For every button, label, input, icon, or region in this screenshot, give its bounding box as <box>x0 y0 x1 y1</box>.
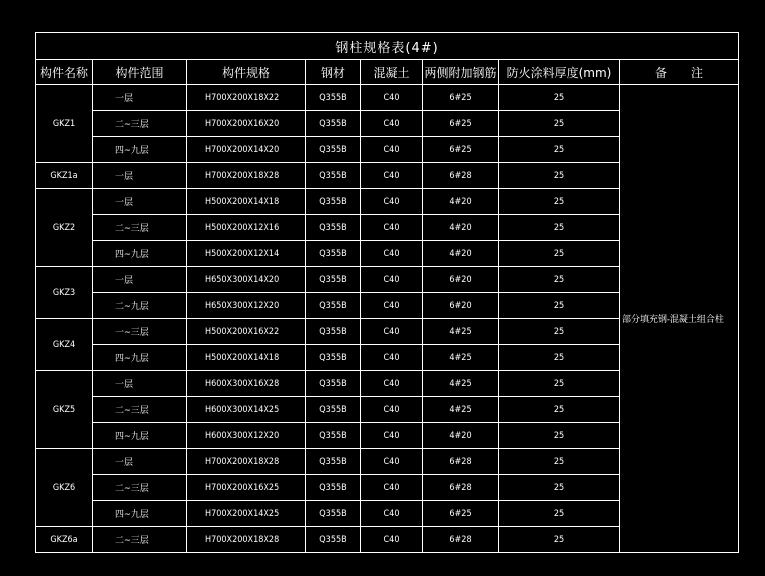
steel-cell <box>306 371 361 397</box>
concrete-cell <box>361 137 423 163</box>
steel-cell-text: Q355B <box>319 378 347 389</box>
fire-coating-cell <box>499 85 620 111</box>
fire-coating-cell-text: 25 <box>553 274 565 285</box>
member-name-cell <box>36 527 93 553</box>
rebar-cell <box>423 423 499 449</box>
member-spec-cell <box>187 111 306 137</box>
rebar-cell-text: 6#20 <box>449 274 472 285</box>
member-range-cell <box>93 293 187 319</box>
member-spec-cell-text: H600X300X16X28 <box>205 378 280 389</box>
member-name-cell <box>36 163 93 189</box>
fire-coating-cell <box>499 215 620 241</box>
fire-coating-cell <box>499 137 620 163</box>
fire-coating-cell <box>499 397 620 423</box>
member-name-cell <box>36 371 93 449</box>
header-concrete: 混凝土 <box>361 60 423 85</box>
member-range-cell <box>93 423 187 449</box>
steel-cell <box>306 137 361 163</box>
fire-coating-cell-text: 25 <box>553 456 565 467</box>
concrete-cell-text: C40 <box>383 378 400 389</box>
steel-cell <box>306 163 361 189</box>
rebar-cell-text: 4#25 <box>449 352 472 363</box>
member-range-cell <box>93 137 187 163</box>
fire-coating-cell-text: 25 <box>553 404 565 415</box>
member-spec-cell <box>187 137 306 163</box>
member-range-cell-text: 四~九层 <box>115 250 149 260</box>
steel-cell <box>306 449 361 475</box>
steel-cell-text: Q355B <box>319 508 347 519</box>
concrete-cell <box>361 527 423 553</box>
rebar-cell-text: 4#25 <box>449 378 472 389</box>
rebar-cell <box>423 475 499 501</box>
fire-coating-cell-text: 25 <box>553 534 565 545</box>
member-range-cell <box>93 163 187 189</box>
fire-coating-cell-text: 25 <box>553 248 565 259</box>
fire-coating-cell-text: 25 <box>553 118 565 129</box>
concrete-cell-text: C40 <box>383 92 400 103</box>
member-spec-cell <box>187 397 306 423</box>
rebar-cell-text: 6#28 <box>449 170 472 181</box>
rebar-cell <box>423 449 499 475</box>
concrete-cell-text: C40 <box>383 274 400 285</box>
member-range-cell <box>93 397 187 423</box>
member-range-cell-text: 一层 <box>115 94 134 104</box>
steel-cell <box>306 527 361 553</box>
member-name-cell-text: GKZ3 <box>52 287 76 298</box>
member-range-cell <box>93 449 187 475</box>
concrete-cell <box>361 397 423 423</box>
member-range-cell <box>93 319 187 345</box>
member-spec-cell-text: H700X200X18X28 <box>205 534 280 545</box>
fire-coating-cell-text: 25 <box>553 170 565 181</box>
member-spec-cell <box>187 527 306 553</box>
header-rebar: 两侧附加钢筋 <box>423 60 499 85</box>
fire-coating-cell-text: 25 <box>553 326 565 337</box>
steel-cell-text: Q355B <box>319 456 347 467</box>
fire-coating-cell <box>499 475 620 501</box>
member-range-cell-text: 一层 <box>115 380 134 390</box>
header-row <box>36 60 739 85</box>
fire-coating-cell-text: 25 <box>553 300 565 311</box>
fire-coating-cell <box>499 449 620 475</box>
steel-cell <box>306 423 361 449</box>
concrete-cell <box>361 111 423 137</box>
concrete-cell <box>361 241 423 267</box>
fire-coating-cell <box>499 319 620 345</box>
concrete-cell-text: C40 <box>383 170 400 181</box>
steel-cell-text: Q355B <box>319 92 347 103</box>
member-spec-cell-text: H650X300X12X20 <box>205 300 280 311</box>
header-member-name: 构件名称 <box>36 60 93 85</box>
rebar-cell-text: 6#25 <box>449 144 472 155</box>
rebar-cell <box>423 345 499 371</box>
concrete-cell-text: C40 <box>383 300 400 311</box>
steel-cell <box>306 319 361 345</box>
member-range-cell-text: 二~三层 <box>115 484 149 494</box>
member-range-cell <box>93 501 187 527</box>
fire-coating-cell-text: 25 <box>553 92 565 103</box>
concrete-cell-text: C40 <box>383 222 400 233</box>
rebar-cell-text: 6#28 <box>449 534 472 545</box>
member-spec-cell-text: H700X200X18X28 <box>205 456 280 467</box>
fire-coating-cell <box>499 501 620 527</box>
fire-coating-cell <box>499 371 620 397</box>
concrete-cell <box>361 189 423 215</box>
member-range-cell <box>93 475 187 501</box>
steel-cell-text: Q355B <box>319 300 347 311</box>
rebar-cell-text: 6#25 <box>449 118 472 129</box>
steel-cell <box>306 501 361 527</box>
fire-coating-cell <box>499 189 620 215</box>
member-range-cell-text: 二~三层 <box>115 120 149 130</box>
steel-cell <box>306 85 361 111</box>
steel-cell-text: Q355B <box>319 352 347 363</box>
member-spec-cell <box>187 293 306 319</box>
rebar-cell <box>423 319 499 345</box>
member-spec-cell <box>187 423 306 449</box>
rebar-cell <box>423 397 499 423</box>
fire-coating-cell <box>499 267 620 293</box>
remark-cell-text: 部分填充钢-混凝土组合柱 <box>622 315 724 325</box>
rebar-cell-text: 4#25 <box>449 404 472 415</box>
rebar-cell <box>423 371 499 397</box>
fire-coating-cell <box>499 345 620 371</box>
member-spec-cell <box>187 189 306 215</box>
member-name-cell-text: GKZ6a <box>50 534 78 545</box>
rebar-cell-text: 6#28 <box>449 482 472 493</box>
fire-coating-cell-text: 25 <box>553 508 565 519</box>
concrete-cell-text: C40 <box>383 144 400 155</box>
steel-cell <box>306 241 361 267</box>
rebar-cell-text: 4#20 <box>449 248 472 259</box>
member-spec-cell-text: H700X200X18X22 <box>205 92 280 103</box>
member-range-cell-text: 二~三层 <box>115 536 149 546</box>
concrete-cell-text: C40 <box>383 534 400 545</box>
rebar-cell-text: 6#28 <box>449 456 472 467</box>
concrete-cell-text: C40 <box>383 196 400 207</box>
member-range-cell <box>93 241 187 267</box>
rebar-cell-text: 6#25 <box>449 92 472 103</box>
member-range-cell-text: 一层 <box>115 172 134 182</box>
member-spec-cell-text: H500X200X14X18 <box>205 196 280 207</box>
rebar-cell-text: 4#20 <box>449 196 472 207</box>
rebar-cell <box>423 189 499 215</box>
rebar-cell <box>423 293 499 319</box>
table-title: 钢柱规格表(4#) <box>36 33 739 60</box>
member-spec-cell-text: H600X300X12X20 <box>205 430 280 441</box>
steel-cell-text: Q355B <box>319 326 347 337</box>
fire-coating-cell <box>499 423 620 449</box>
concrete-cell <box>361 475 423 501</box>
member-spec-cell-text: H650X300X14X20 <box>205 274 280 285</box>
rebar-cell <box>423 501 499 527</box>
concrete-cell-text: C40 <box>383 508 400 519</box>
rebar-cell-text: 4#20 <box>449 222 472 233</box>
member-range-cell-text: 四~九层 <box>115 146 149 156</box>
rebar-cell <box>423 85 499 111</box>
concrete-cell <box>361 501 423 527</box>
fire-coating-cell <box>499 527 620 553</box>
header-fire-coating: 防火涂料厚度(mm) <box>499 60 620 85</box>
steel-cell-text: Q355B <box>319 430 347 441</box>
member-name-cell <box>36 319 93 371</box>
table-row <box>36 85 739 111</box>
member-spec-cell-text: H500X200X16X22 <box>205 326 280 337</box>
rebar-cell <box>423 241 499 267</box>
concrete-cell <box>361 215 423 241</box>
header-member-spec: 构件规格 <box>187 60 306 85</box>
member-spec-cell-text: H600X300X14X25 <box>205 404 280 415</box>
fire-coating-cell-text: 25 <box>553 482 565 493</box>
concrete-cell-text: C40 <box>383 404 400 415</box>
member-spec-cell-text: H500X200X12X16 <box>205 222 280 233</box>
fire-coating-cell-text: 25 <box>553 144 565 155</box>
member-range-cell-text: 四~九层 <box>115 432 149 442</box>
concrete-cell-text: C40 <box>383 352 400 363</box>
member-range-cell-text: 二~三层 <box>115 224 149 234</box>
member-spec-cell <box>187 345 306 371</box>
member-name-cell <box>36 189 93 267</box>
member-name-cell-text: GKZ6 <box>52 482 76 493</box>
concrete-cell-text: C40 <box>383 430 400 441</box>
member-spec-cell-text: H500X200X14X18 <box>205 352 280 363</box>
steel-cell-text: Q355B <box>319 482 347 493</box>
steel-cell-text: Q355B <box>319 170 347 181</box>
rebar-cell-text: 4#20 <box>449 430 472 441</box>
member-range-cell-text: 一~三层 <box>115 328 149 338</box>
member-spec-cell-text: H500X200X12X14 <box>205 248 280 259</box>
member-name-cell <box>36 449 93 527</box>
member-range-cell-text: 一层 <box>115 276 134 286</box>
fire-coating-cell-text: 25 <box>553 430 565 441</box>
header-member-range: 构件范围 <box>93 60 187 85</box>
member-range-cell <box>93 267 187 293</box>
member-spec-cell <box>187 241 306 267</box>
member-spec-cell <box>187 475 306 501</box>
header-remark: 备 注 <box>620 60 739 85</box>
member-spec-cell-text: H700X200X18X28 <box>205 170 280 181</box>
rebar-cell <box>423 215 499 241</box>
concrete-cell <box>361 449 423 475</box>
remark-cell <box>620 85 739 553</box>
concrete-cell-text: C40 <box>383 248 400 259</box>
member-name-cell-text: GKZ2 <box>52 222 76 233</box>
member-spec-cell <box>187 267 306 293</box>
steel-cell <box>306 267 361 293</box>
steel-cell-text: Q355B <box>319 118 347 129</box>
fire-coating-cell <box>499 111 620 137</box>
member-range-cell <box>93 111 187 137</box>
fire-coating-cell-text: 25 <box>553 378 565 389</box>
member-range-cell <box>93 345 187 371</box>
member-range-cell <box>93 371 187 397</box>
member-range-cell <box>93 85 187 111</box>
concrete-cell <box>361 85 423 111</box>
member-range-cell <box>93 215 187 241</box>
steel-cell-text: Q355B <box>319 144 347 155</box>
member-range-cell-text: 二~九层 <box>115 302 149 312</box>
member-spec-cell <box>187 501 306 527</box>
member-range-cell <box>93 189 187 215</box>
header-steel: 钢材 <box>306 60 361 85</box>
concrete-cell-text: C40 <box>383 326 400 337</box>
concrete-cell <box>361 371 423 397</box>
rebar-cell <box>423 267 499 293</box>
steel-cell <box>306 475 361 501</box>
member-spec-cell <box>187 85 306 111</box>
steel-cell-text: Q355B <box>319 222 347 233</box>
table-body <box>36 85 739 553</box>
rebar-cell <box>423 527 499 553</box>
concrete-cell <box>361 319 423 345</box>
member-spec-cell-text: H700X200X14X20 <box>205 144 280 155</box>
member-spec-cell <box>187 163 306 189</box>
steel-cell <box>306 111 361 137</box>
member-spec-cell <box>187 449 306 475</box>
member-spec-cell-text: H700X200X16X20 <box>205 118 280 129</box>
steel-cell-text: Q355B <box>319 196 347 207</box>
member-range-cell-text: 一层 <box>115 198 134 208</box>
concrete-cell <box>361 267 423 293</box>
member-range-cell <box>93 527 187 553</box>
member-range-cell-text: 二~三层 <box>115 406 149 416</box>
fire-coating-cell <box>499 241 620 267</box>
concrete-cell-text: C40 <box>383 456 400 467</box>
steel-cell <box>306 397 361 423</box>
member-name-cell-text: GKZ1 <box>52 118 76 129</box>
fire-coating-cell-text: 25 <box>553 222 565 233</box>
steel-cell <box>306 345 361 371</box>
concrete-cell <box>361 345 423 371</box>
member-name-cell <box>36 267 93 319</box>
concrete-cell <box>361 423 423 449</box>
member-range-cell-text: 四~九层 <box>115 354 149 364</box>
steel-cell <box>306 189 361 215</box>
member-spec-cell <box>187 215 306 241</box>
member-spec-cell <box>187 371 306 397</box>
steel-cell-text: Q355B <box>319 274 347 285</box>
member-name-cell <box>36 85 93 163</box>
steel-cell <box>306 293 361 319</box>
concrete-cell <box>361 163 423 189</box>
concrete-cell-text: C40 <box>383 118 400 129</box>
member-name-cell-text: GKZ1a <box>50 170 78 181</box>
rebar-cell-text: 6#20 <box>449 300 472 311</box>
member-range-cell-text: 四~九层 <box>115 510 149 520</box>
rebar-cell <box>423 111 499 137</box>
concrete-cell <box>361 293 423 319</box>
steel-cell <box>306 215 361 241</box>
member-spec-cell-text: H700X200X14X25 <box>205 508 280 519</box>
drawing-sheet <box>35 32 739 553</box>
rebar-cell <box>423 137 499 163</box>
fire-coating-cell-text: 25 <box>553 196 565 207</box>
member-name-cell-text: GKZ5 <box>52 404 76 415</box>
member-range-cell-text: 一层 <box>115 458 134 468</box>
fire-coating-cell <box>499 293 620 319</box>
steel-cell-text: Q355B <box>319 248 347 259</box>
fire-coating-cell-text: 25 <box>553 352 565 363</box>
member-spec-cell <box>187 319 306 345</box>
fire-coating-cell <box>499 163 620 189</box>
steel-column-spec-table <box>35 32 739 553</box>
member-spec-cell-text: H700X200X16X25 <box>205 482 280 493</box>
steel-cell-text: Q355B <box>319 534 347 545</box>
rebar-cell-text: 4#25 <box>449 326 472 337</box>
rebar-cell-text: 6#25 <box>449 508 472 519</box>
concrete-cell-text: C40 <box>383 482 400 493</box>
member-name-cell-text: GKZ4 <box>52 339 76 350</box>
steel-cell-text: Q355B <box>319 404 347 415</box>
rebar-cell <box>423 163 499 189</box>
